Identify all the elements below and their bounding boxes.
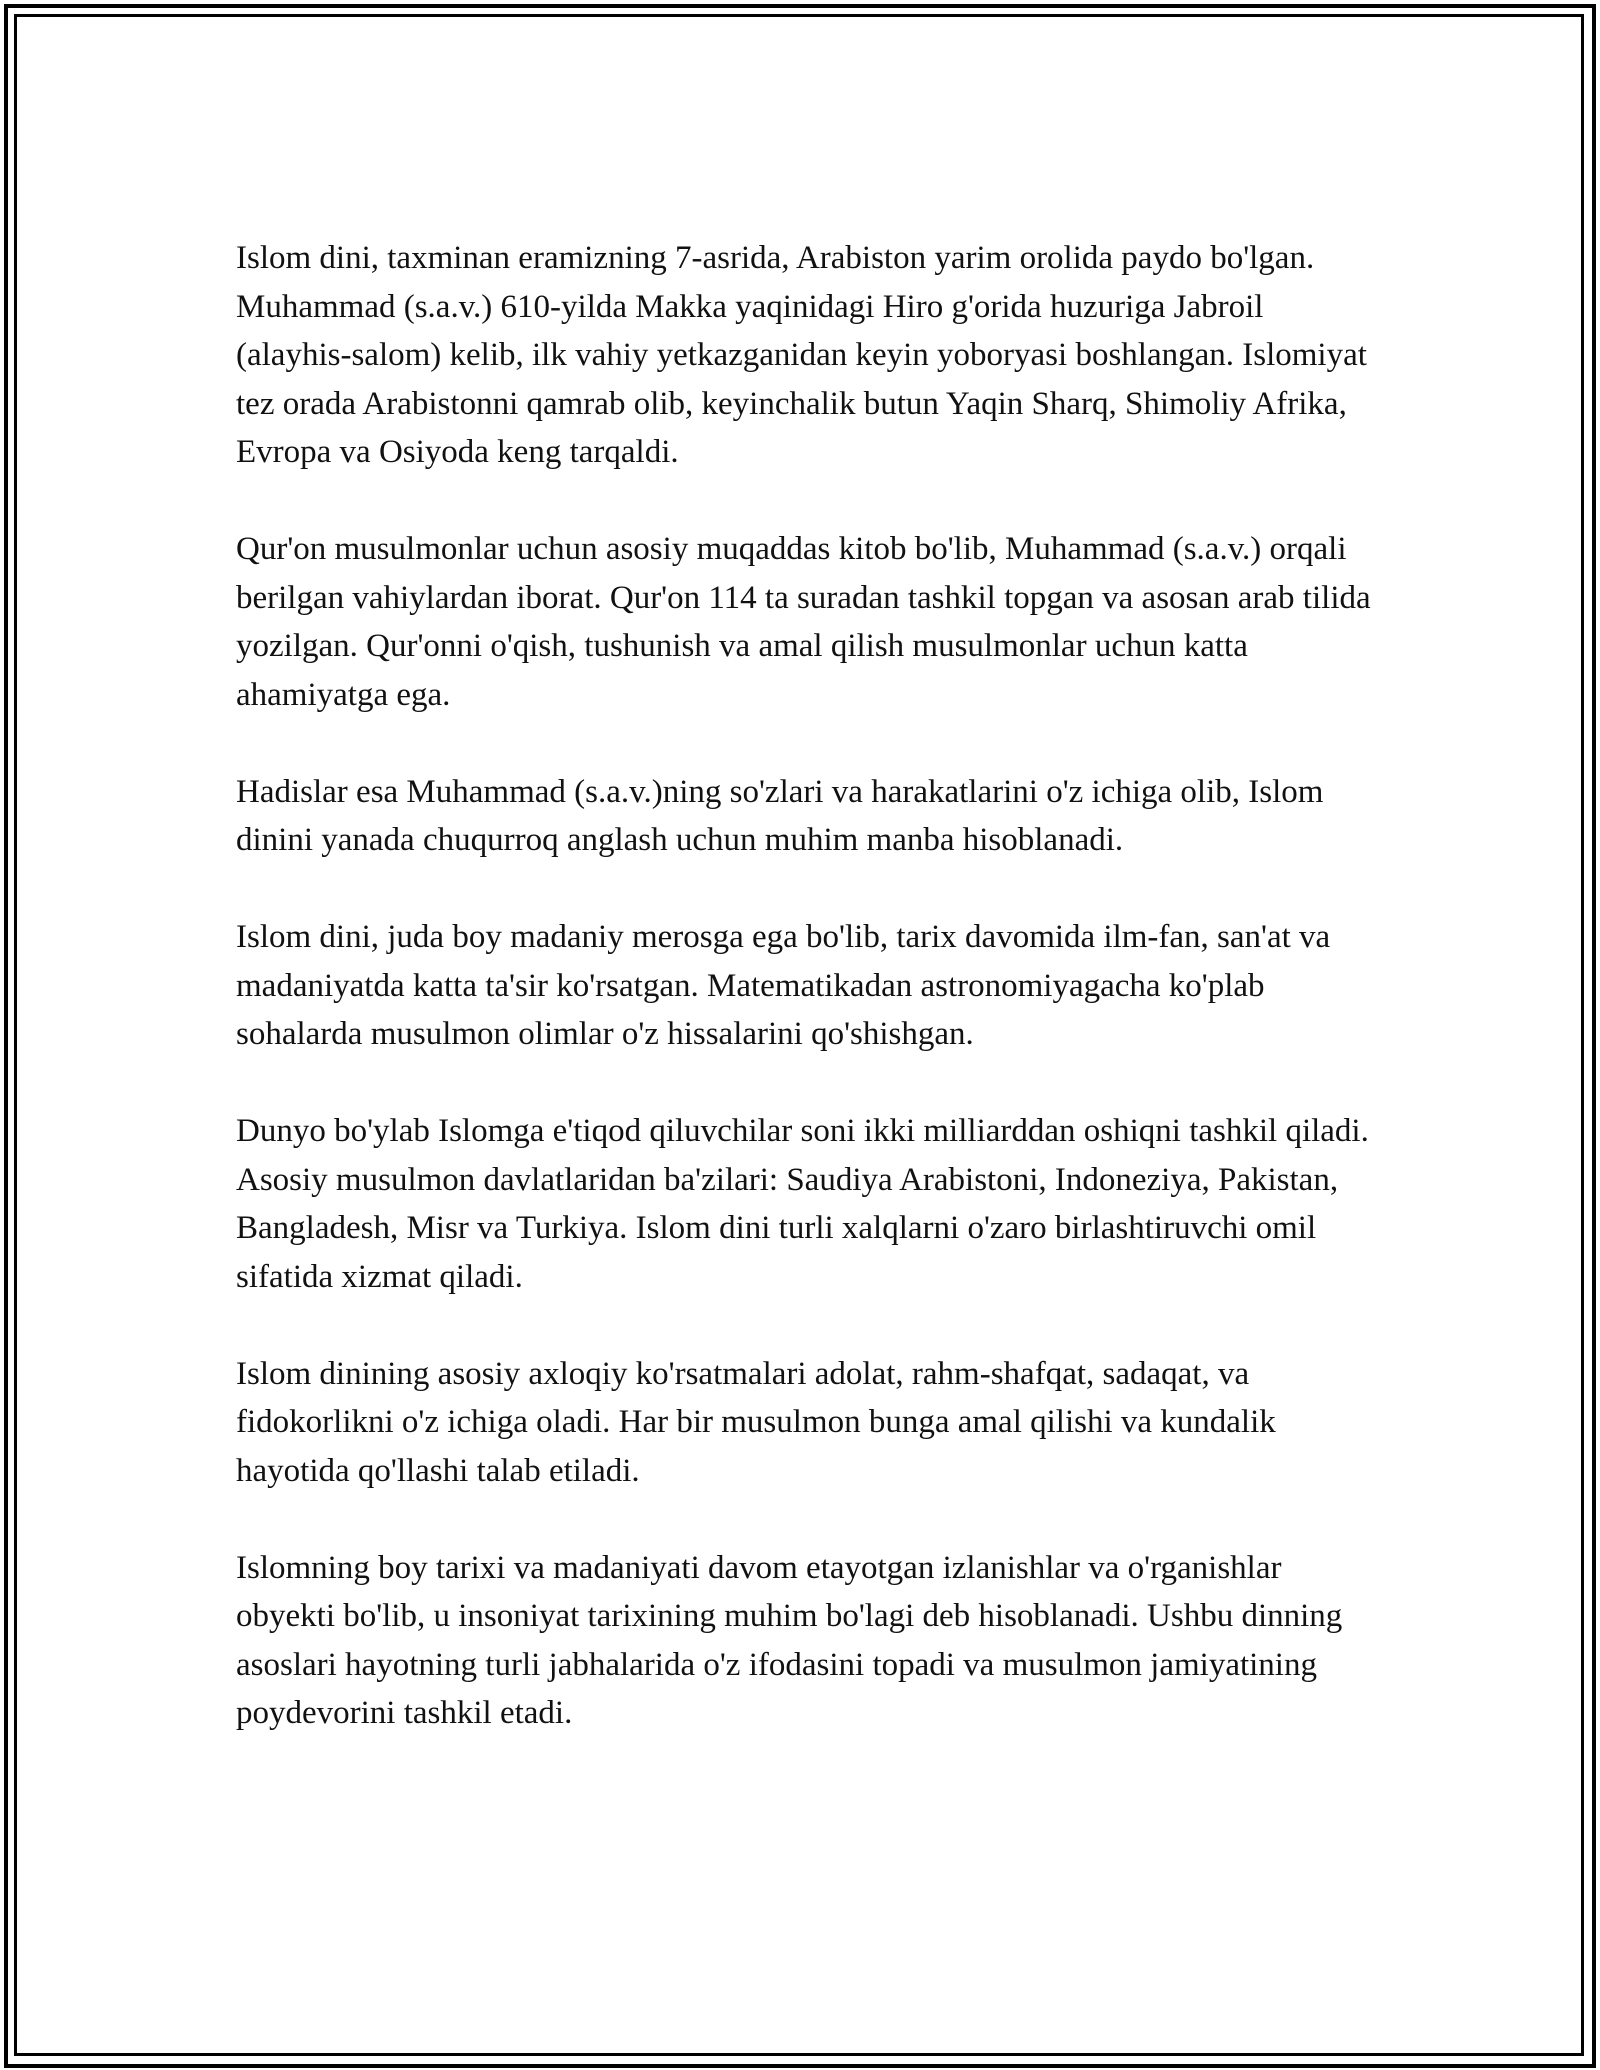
paragraph-history-conclusion: Islomning boy tarixi va madaniyati davom etayotgan izlanishlar va o'rganishlar obyekti bo'lib, u insoniyat tarixining muhim bo'lagi deb hisoblanadi. Ushbu dinning asoslari hayotning turli jabhalarida o'z ifodasini topadi va musulmon jamiyatining poydevorini tashkil etadi. [236, 1549, 1343, 1731]
paragraph-cultural-heritage: Islom dini, juda boy madaniy merosga ega bo'lib, tarix davomida ilm-fan, san'at va madaniyatda katta ta'sir ko'rsatgan. Matematikadan astronomiyagacha ko'plab sohalarda musulmon olimlar o'z hissalarini qo'shishgan. [236, 919, 1331, 1052]
paragraph-world-population: Dunyo bo'ylab Islomga e'tiqod qiluvchilar soni ikki milliarddan oshiqni tashkil qiladi. Asosiy musulmon davlatlaridan ba'zilari: Saudiya Arabistoni, Indoneziya, Pakistan, Bangladesh, Misr va Turkiya. Islom dini turli xalqlarni o'zaro birlashtiruvchi omil sifatida xizmat qiladi. [236, 1113, 1369, 1295]
paragraph-hadith: Hadislar esa Muhammad (s.a.v.)ning so'zlari va harakatlarini o'z ichiga olib, Islom dinini yanada chuqurroq anglash uchun muhim manba hisoblanadi. [236, 773, 1324, 858]
document-body [236, 234, 1376, 1738]
paragraph-islam-origins: Islom dini, taxminan eramizning 7-asrida, Arabiston yarim orolida paydo bo'lgan. Muhammad (s.a.v.) 610-yilda Makka yaqinidagi Hiro g'orida huzuriga Jabroil (alayhis-salom) kelib, ilk vahiy yetkazganidan keyin yoboryasi boshlangan. Islomiyat tez orada Arabistonni qamrab olib, keyinchalik butun Yaqin Sharq, Shimoliy Afrika, Evropa va Osiyoda keng tarqaldi. [236, 240, 1367, 470]
paragraph-quran: Qur'on musulmonlar uchun asosiy muqaddas kitob bo'lib, Muhammad (s.a.v.) orqali berilgan vahiylardan iborat. Qur'on 114 ta suradan tashkil topgan va asosan arab tilida yozilgan. Qur'onni o'qish, tushunish va amal qilish musulmonlar uchun katta ahamiyatga ega. [236, 531, 1371, 713]
paragraph-ethics: Islom dinining asosiy axloqiy ko'rsatmalari adolat, rahm-shafqat, sadaqat, va fidokorlikni o'z ichiga oladi. Har bir musulmon bunga amal qilishi va kundalik hayotida qo'llashi talab etiladi. [236, 1355, 1276, 1489]
